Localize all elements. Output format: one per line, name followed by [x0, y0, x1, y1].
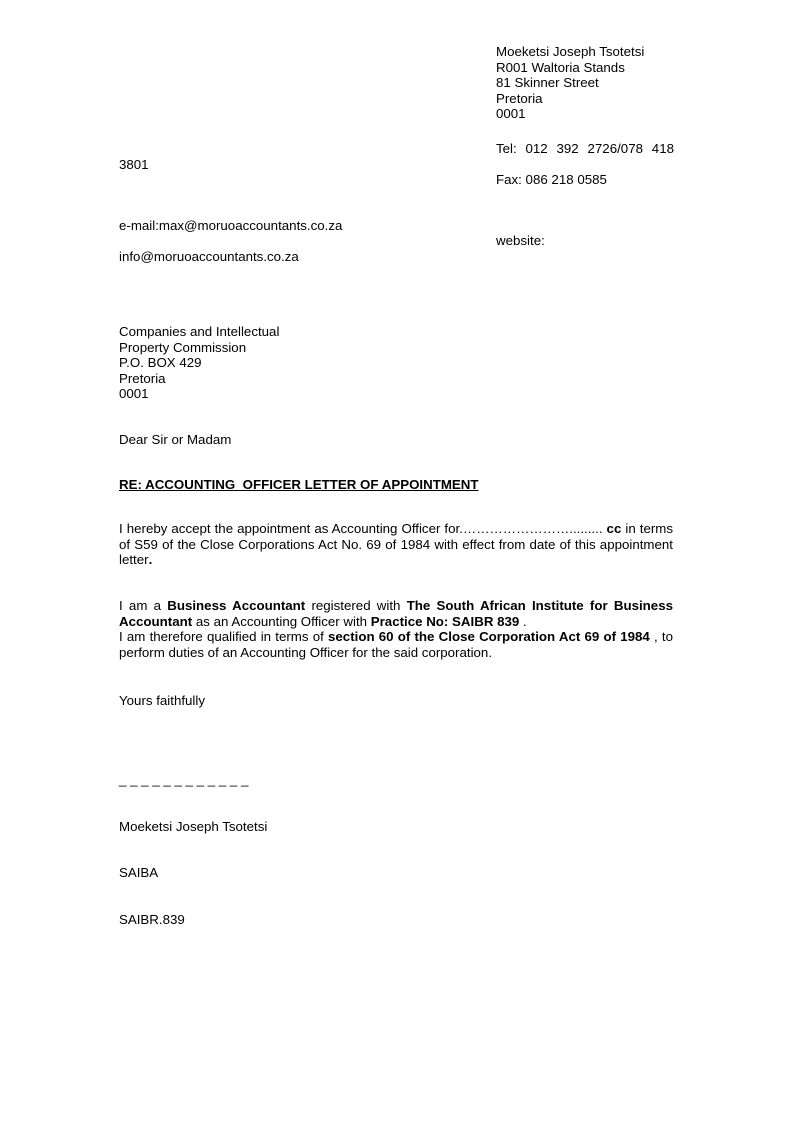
info-email-line: info@moruoaccountants.co.za: [119, 249, 299, 264]
recipient-address-line: P.O. BOX 429: [119, 355, 202, 370]
recipient-name-line: Companies and Intellectual: [119, 324, 280, 339]
sender-address-line: 81 Skinner Street: [496, 75, 599, 90]
fax-line: Fax: 086 218 0585: [496, 172, 607, 187]
email-line: e-mail:max@moruoaccountants.co.za: [119, 218, 343, 233]
signatory-practice-no: SAIBR.839: [119, 911, 185, 927]
tel-line: Tel: 012 392 2726/078 418: [496, 141, 674, 156]
body-paragraph-2: I am a Business Accountant registered with The South African Institute for Business Accountant as an Accounting Officer with Practice No: SAIBR 839 . I am therefore qualified in terms of section 60 of the Close Corporation Act 69 of 1984 , to perform duties of an Accounting Officer for the said corporation.: [119, 598, 673, 660]
signature-line: _ _ _ _ _ _ _ _ _ _ _ _: [119, 772, 249, 787]
sender-address-block: [496, 44, 644, 122]
salutation: Dear Sir or Madam: [119, 432, 232, 447]
website-label: website:: [496, 233, 545, 248]
subject-line: RE: ACCOUNTING OFFICER LETTER OF APPOINTMENT: [119, 477, 479, 492]
recipient-postal-code: 0001: [119, 386, 149, 401]
body-paragraph-1: I hereby accept the appointment as Accounting Officer for.……………………......... cc in terms of S59 of the Close Corporations Act No. 69 of 1984 with effect from date of this appointment letter.: [119, 521, 673, 567]
signature-block: [119, 741, 267, 958]
recipient-address-line: Pretoria: [119, 370, 166, 386]
valediction: Yours faithfully: [119, 693, 205, 708]
recipient-address-block: [119, 324, 279, 402]
signatory-org: SAIBA: [119, 865, 159, 880]
signatory-name: Moeketsi Joseph Tsotetsi: [119, 818, 268, 834]
tel-wrap-line: 3801: [119, 157, 149, 172]
sender-name: Moeketsi Joseph Tsotetsi: [496, 44, 645, 59]
recipient-name-line: Property Commission: [119, 339, 247, 355]
sender-postal-code: 0001: [496, 106, 526, 121]
sender-address-line: R001 Waltoria Stands: [496, 59, 625, 75]
sender-address-line: Pretoria: [496, 90, 543, 106]
